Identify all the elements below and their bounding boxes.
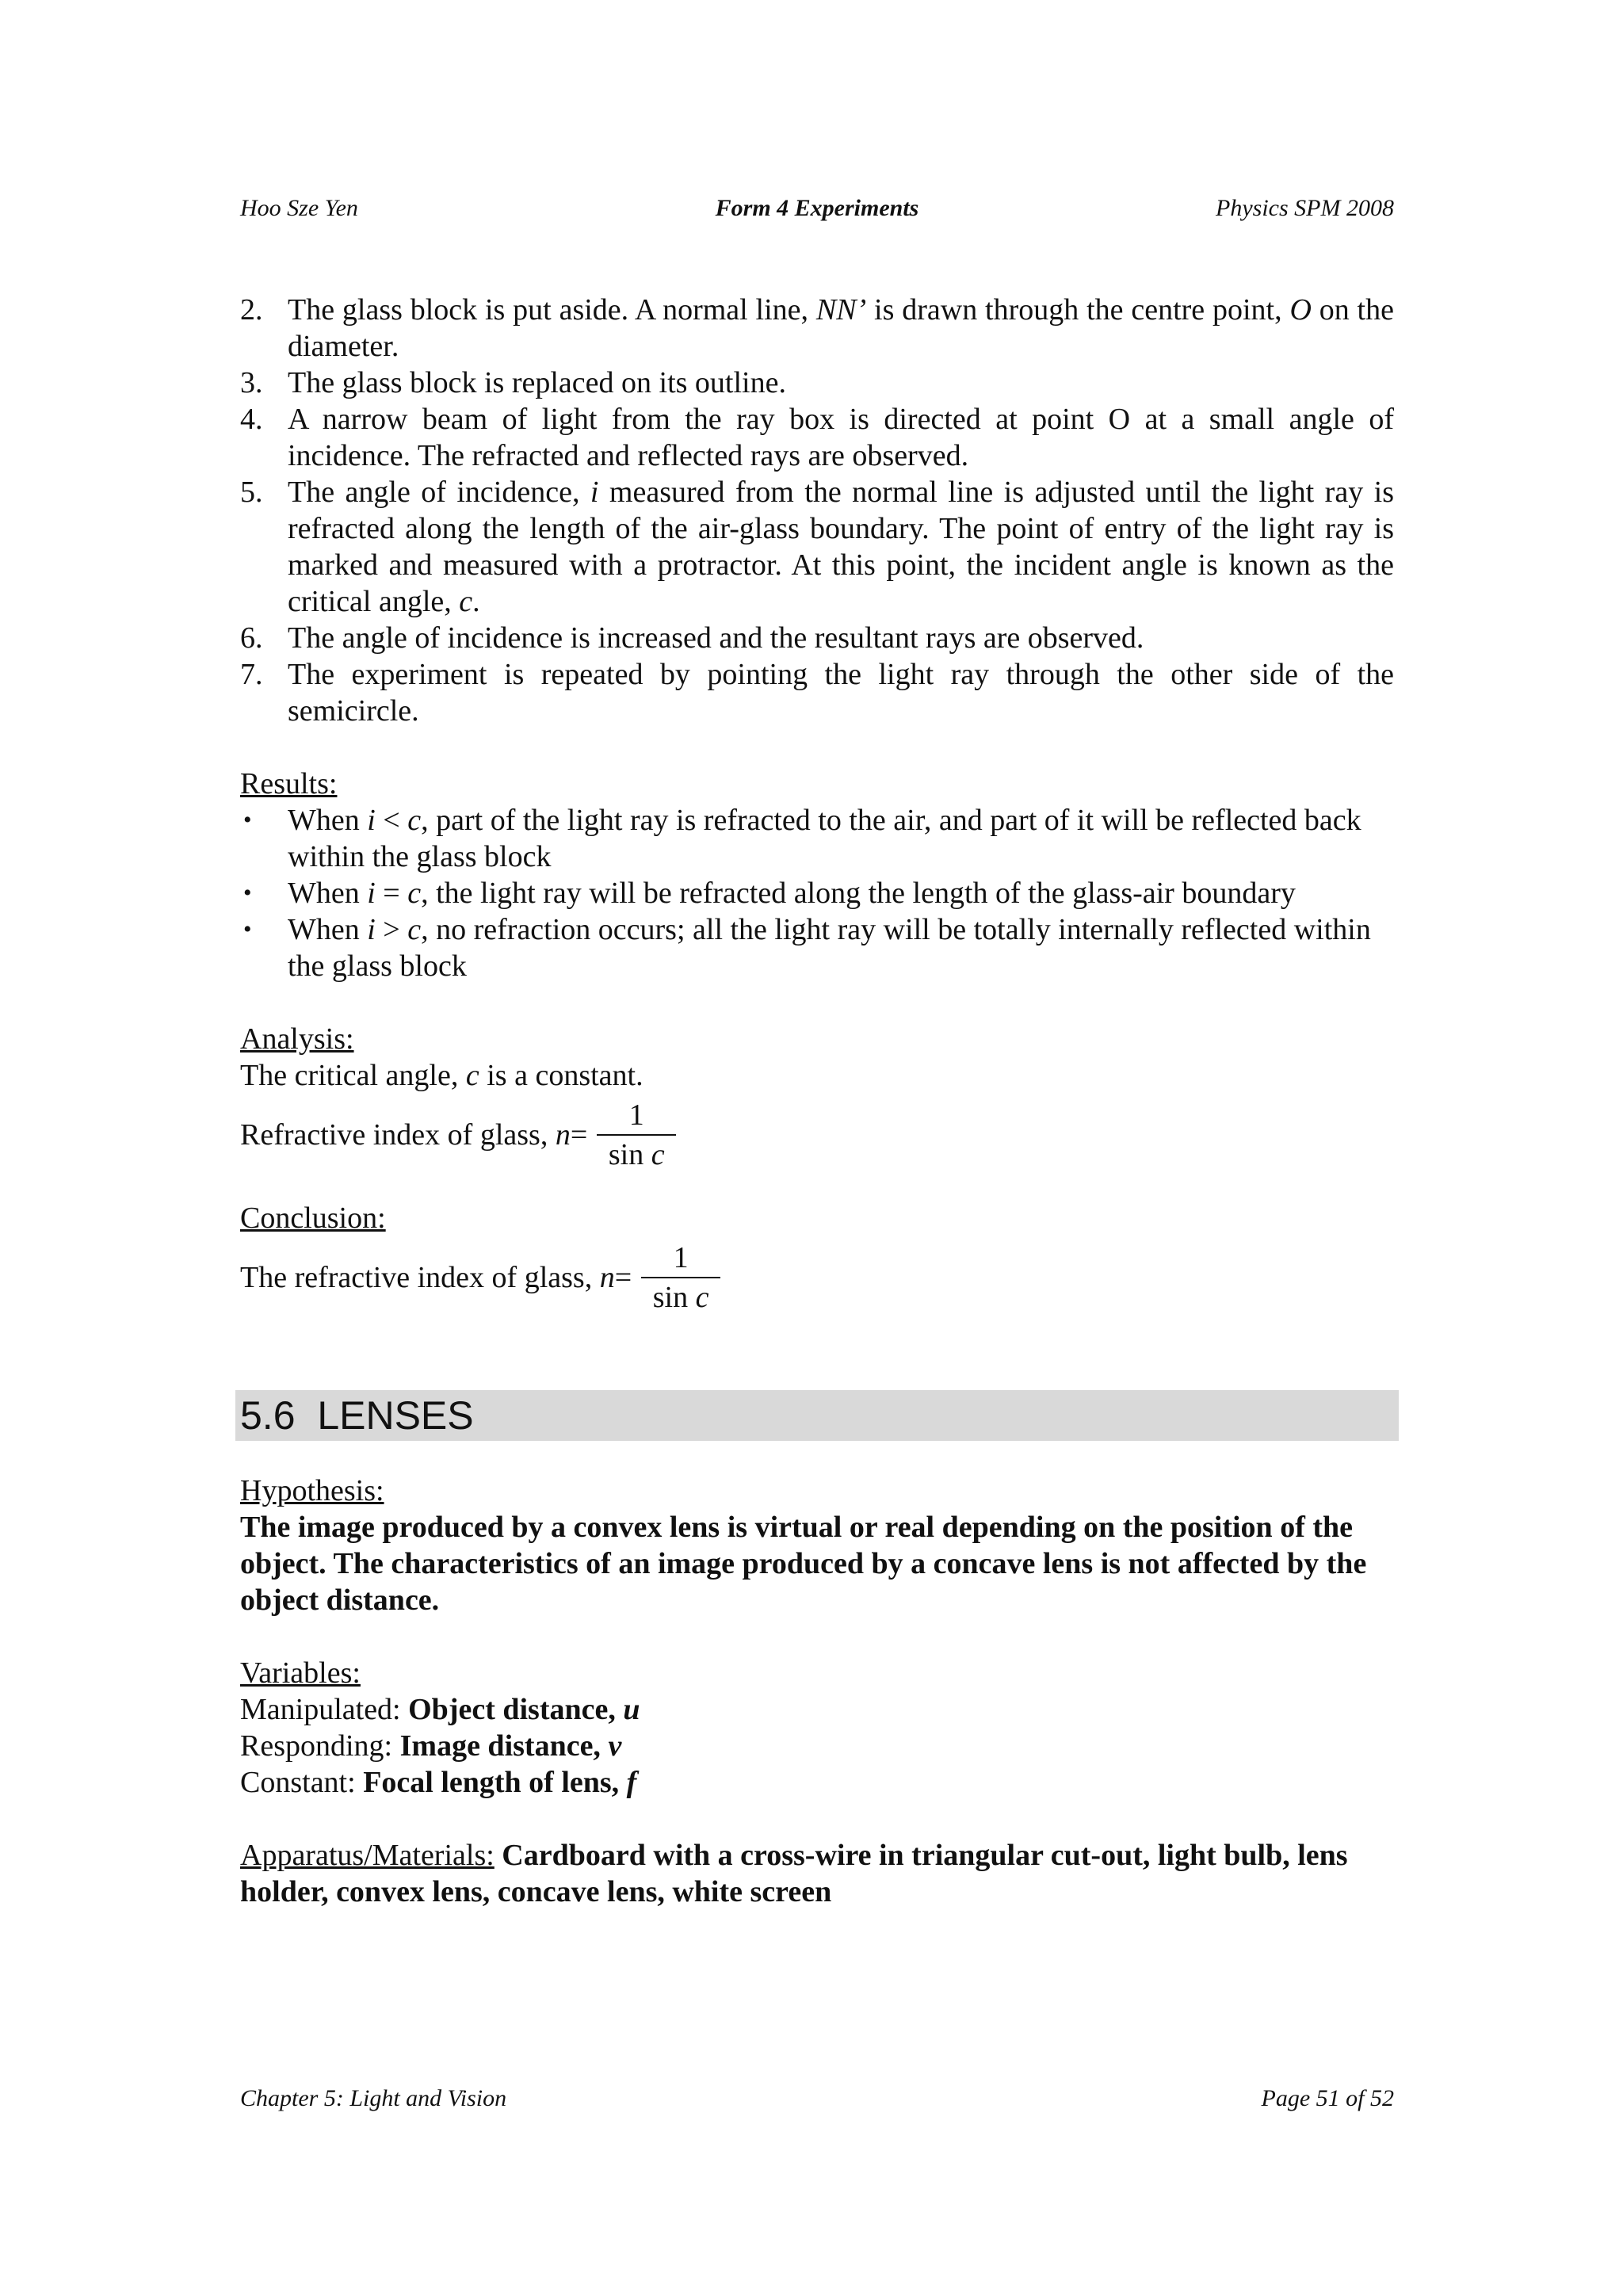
conclusion-heading: Conclusion: <box>240 1201 386 1235</box>
variables-heading: Variables: <box>240 1656 361 1690</box>
manipulated-variable: Manipulated: Object distance, u <box>240 1693 640 1726</box>
list-item: • When i = c, the light ray will be refracted along the length of the glass-air boundary <box>243 877 1296 910</box>
responding-variable: Responding: Image distance, v <box>240 1729 622 1763</box>
list-item: • When i > c, no refraction occurs; all the light ray will be totally internally reflected within the glass block <box>243 913 1371 983</box>
header-title: Form 4 Experiments <box>715 195 919 221</box>
footer-page-number: Page 51 of 52 <box>1261 2085 1394 2111</box>
header-author: Hoo Sze Yen <box>240 195 358 221</box>
analysis-formula: Refractive index of glass, n = $\frac{1}{\text{sin c}}$ <box>240 1094 1394 1176</box>
bullet-icon: • <box>243 807 252 833</box>
list-item: 3. The glass block is replaced on its outline. <box>240 366 786 399</box>
fraction: $\frac{1}{\text{sin c}}$ <box>641 1239 720 1316</box>
hypothesis-text: The image produced by a convex lens is virtual or real depending on the position of the object. The characteristics of an image produced by a concave lens is not affected by the object distance. <box>240 1511 1367 1617</box>
list-item: 2. The glass block is put aside. A normal line, NN’ is drawn through the centre point, O on the diameter. <box>240 293 1394 363</box>
results-list <box>240 802 1394 984</box>
list-item: • When i < c, part of the light ray is refracted to the air, and part of it will be reflected back within the glass block <box>243 804 1361 873</box>
fraction: $\frac{1}{\text{sin c}}$ <box>597 1096 676 1174</box>
conclusion-formula: The refractive index of glass, n = $\frac{1}{\text{sin c}}$ <box>240 1236 1394 1319</box>
footer-chapter: Chapter 5: Light and Vision <box>240 2085 507 2111</box>
procedure-steps <box>240 292 1394 729</box>
header-course: Physics SPM 2008 <box>1216 195 1394 221</box>
list-item: 7. The experiment is repeated by pointing the light ray through the other side of the semicircle. <box>240 658 1394 728</box>
apparatus <box>240 1837 1394 1910</box>
page-content <box>240 292 1394 1910</box>
hypothesis-heading: Hypothesis: <box>240 1474 384 1507</box>
section-heading: 5.6 LENSES <box>235 1390 1399 1441</box>
apparatus-text: Cardboard with a cross-wire in triangular cut-out, light bulb, lens holder, convex lens, concave lens, white screen <box>240 1839 1348 1908</box>
list-item: 5. The angle of incidence, i measured from the normal line is adjusted until the light ray is refracted along the length of the air-glass boundary. The point of entry of the light ray is marked and measured with a protractor. At this point, the incident angle is known as the critical angle, c. <box>240 476 1394 618</box>
list-item: 4. A narrow beam of light from the ray box is directed at point O at a small angle of incidence. The refracted and reflected rays are observed. <box>240 403 1394 472</box>
results-heading: Results: <box>240 767 338 800</box>
list-item: 6. The angle of incidence is increased and the resultant rays are observed. <box>240 621 1144 655</box>
constant-variable: Constant: Focal length of lens, f <box>240 1766 637 1799</box>
analysis-heading: Analysis: <box>240 1022 354 1056</box>
bullet-icon: • <box>243 880 252 906</box>
analysis-line: The critical angle, c is a constant. <box>240 1059 643 1092</box>
apparatus-heading: Apparatus/Materials: <box>240 1839 495 1872</box>
bullet-icon: • <box>243 916 252 942</box>
